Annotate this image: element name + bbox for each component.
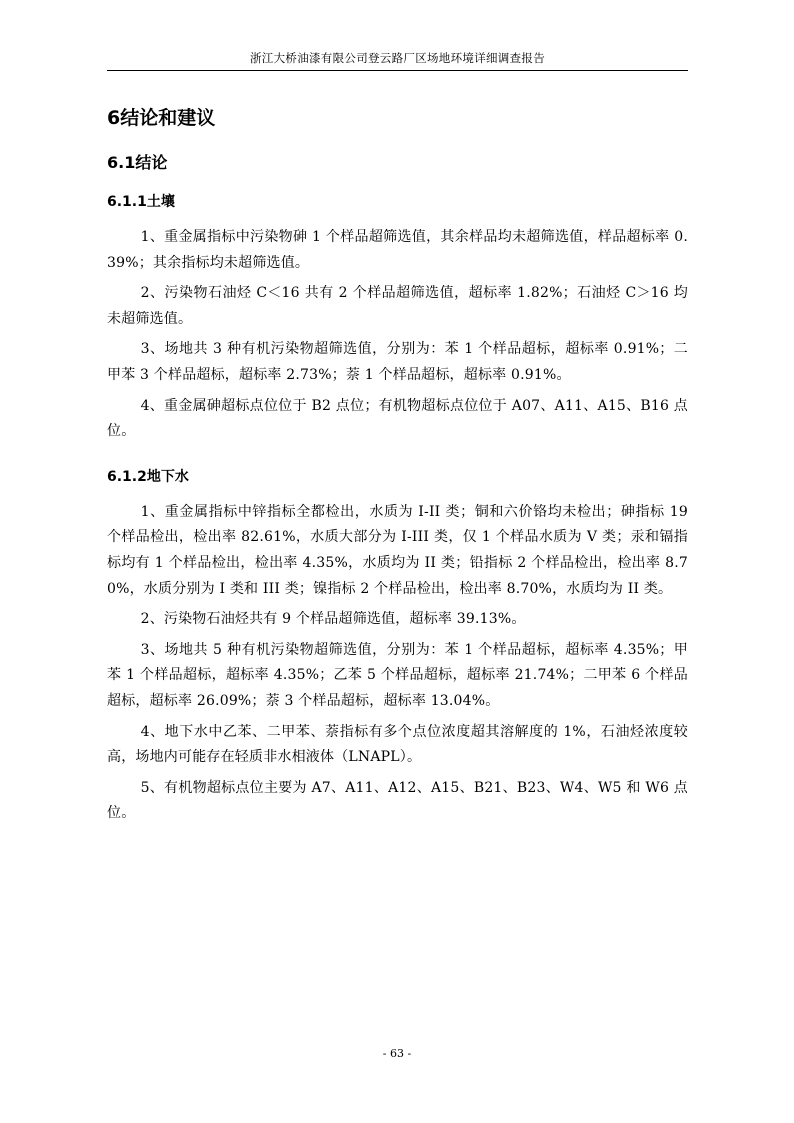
soil-paragraph: 3、场地共 3 种有机污染物超筛选值，分别为：苯 1 个样品超标，超标率 0.91%；二甲苯 3 个样品超标，超标率 2.73%；萘 1 个样品超标，超标率 0.91%。 <box>107 341 688 383</box>
page-number: - 63 - <box>382 1047 412 1060</box>
page-header <box>107 46 688 71</box>
report-title: 浙江大桥油漆有限公司登云路厂区场地环境详细调查报告 <box>250 51 545 65</box>
soil-paragraph: 2、污染物石油烃 C＜16 共有 2 个样品超筛选值，超标率 1.82%；石油烃 C＞16 均未超筛选值。 <box>107 285 688 327</box>
groundwater-paragraph: 4、地下水中乙苯、二甲苯、萘指标有多个点位浓度超其溶解度的 1%，石油烃浓度较高，场地内可能存在轻质非水相液体（LNAPL）。 <box>107 723 688 766</box>
document-body <box>107 98 688 832</box>
soil-paragraphs <box>107 225 688 445</box>
chapter-heading: 6结论和建议 <box>107 107 216 129</box>
groundwater-paragraph: 1、重金属指标中锌指标全都检出，水质为 I-II 类；铜和六价铬均未检出；砷指标 19 个样品检出，检出率 82.61%，水质大部分为 I-III 类，仅 1 个样品水质为 V 类；汞和镉指标均有 1 个样品检出，检出率 4.35%，水质均为 II 类；铅指标 2 个样品检出，检出率 8.70%，水质分别为 I 类和 III 类；镍指标 2 个样品检出，检出率 8.70%，水质均为 II 类。 <box>107 503 688 597</box>
soil-paragraph: 1、重金属指标中污染物砷 1 个样品超筛选值，其余样品均未超筛选值，样品超标率 0.39%；其余指标均未超筛选值。 <box>107 229 688 271</box>
section-heading: 6.1结论 <box>107 153 168 172</box>
groundwater-paragraph: 3、场地共 5 种有机污染物超筛选值，分别为：苯 1 个样品超标，超标率 4.35%；甲苯 1 个样品超标，超标率 4.35%；乙苯 5 个样品超标，超标率 21.74%；二甲苯 6 个样品超标，超标率 26.09%；萘 3 个样品超标，超标率 13.04%。 <box>107 641 688 709</box>
groundwater-subsection-heading: 6.1.2地下水 <box>107 468 189 485</box>
soil-paragraph: 4、重金属砷超标点位位于 B2 点位；有机物超标点位位于 A07、A11、A15、B16 点位。 <box>107 397 688 440</box>
soil-subsection-heading: 6.1.1土壤 <box>107 194 175 210</box>
groundwater-paragraph: 5、有机物超标点位主要为 A7、A11、A12、A15、B21、B23、W4、W5 和 W6 点位。 <box>107 779 688 822</box>
groundwater-paragraph: 2、污染物石油烃共有 9 个样品超筛选值，超标率 39.13%。 <box>140 611 526 628</box>
groundwater-paragraphs <box>107 500 688 827</box>
